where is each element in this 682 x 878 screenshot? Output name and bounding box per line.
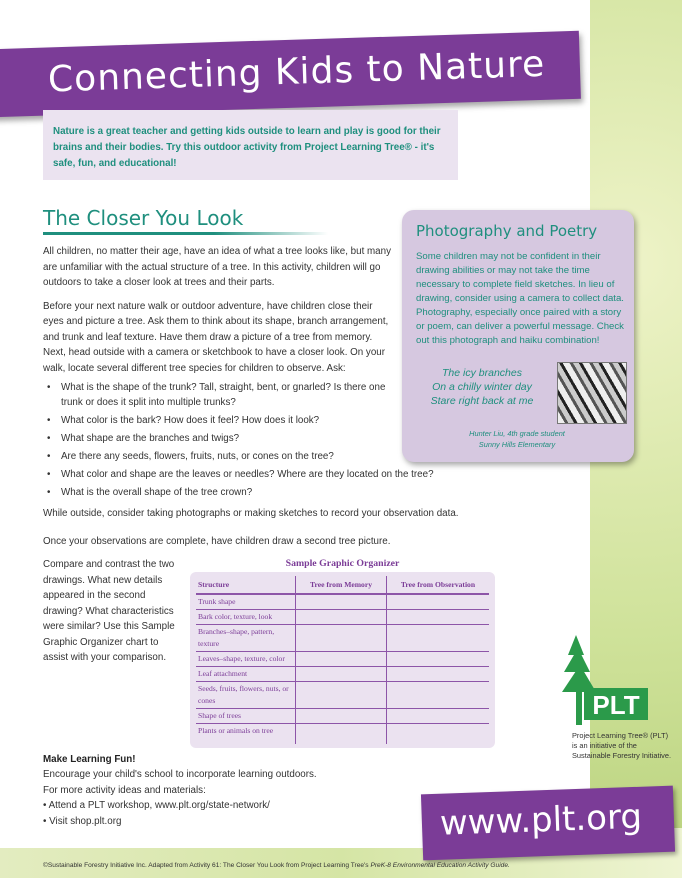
icy-branches-photo (557, 362, 627, 424)
photography-sidebar (402, 210, 634, 462)
haiku-credit (442, 428, 592, 450)
footer-credit (43, 862, 510, 869)
organizer-row (196, 667, 489, 682)
section-title: The Closer You Look (43, 206, 244, 230)
make-learning-fun (43, 752, 413, 830)
blank-cell (386, 610, 489, 625)
credit-line: Hunter Liu, 4th grade student (469, 429, 565, 438)
fun-line: For more activity ideas and materials: (43, 784, 206, 796)
organizer-row (196, 610, 489, 625)
fun-line: Encourage your child's school to incorporate learning outdoors. (43, 769, 317, 780)
plt-logo (556, 630, 656, 730)
intro-box: Nature is a great teacher and getting kids outside to learn and play is good for their brains and their bodies. Try this outdoor activity from Project Learning Tree® - it's safe, fun, and educational! (43, 110, 458, 180)
organizer-title: Sample Graphic Organizer (285, 558, 400, 569)
sidebar-text: Some children may not be confident in their drawing abilities or may not take the time necessary to complete field sketches. In lieu of drawing, consider using a camera to collect data. Photography, especially once paired with a story or poem, can deliver a powerful message. Check out this photograph and haiku combination! (416, 251, 624, 346)
list-item: • What color is the bark? How does it feel? How does it look? (43, 413, 388, 428)
paragraph: Before your next nature walk or outdoor adventure, have children close their eyes and picture a tree. Ask them to think about its shape, branch arrangement, and trunk and leaf texture. Have them draw a picture of a tree from memory. Next, head outside with a camera or sketchbook to have a closer look. On your walk, locate several different tree species for children to observe. Ask: (43, 300, 389, 374)
blank-cell (386, 724, 489, 744)
blank-cell (296, 594, 387, 610)
structure-cell: Plants or animals on tree (198, 726, 274, 735)
sidebar-title: Photography and Poetry (416, 222, 598, 240)
shop-link[interactable]: Visit shop.plt.org (49, 815, 122, 827)
structure-cell: Branches–shape, pattern, texture (196, 625, 296, 652)
footer-guide-title: PreK-8 Environmental Education Activity Guide. (370, 862, 510, 869)
plt-description: Project Learning Tree® (PLT) is an initiative of the Sustainable Forestry Initiative. (572, 731, 671, 760)
blank-cell (296, 610, 387, 625)
list-item: • What is the shape of the trunk? Tall, straight, bent, or gnarled? Is there one trunk or does it split into multiple trunks? (43, 380, 388, 410)
structure-cell: Bark color, texture, look (196, 610, 296, 625)
haiku-line: Stare right back at me (430, 395, 534, 407)
column-header: Tree from Observation (386, 576, 489, 594)
footer-text: ©Sustainable Forestry Initiative Inc. Adapted from Activity 61: The Closer You Look from Project Learning Tree's (43, 862, 371, 869)
column-header: Structure (196, 576, 296, 594)
list-item: • What color and shape are the leaves or needles? Where are they located on the tree? (43, 467, 473, 482)
blank-cell (386, 652, 489, 667)
column-header: Tree from Memory (296, 576, 387, 594)
fun-title: Make Learning Fun! (43, 753, 136, 765)
haiku-line: On a chilly winter day (432, 381, 532, 393)
credit-line: Sunny Hills Elementary (478, 440, 556, 449)
blank-cell (296, 652, 387, 667)
blank-cell (386, 667, 489, 682)
haiku-line: The icy branches (442, 367, 522, 379)
blank-cell (386, 594, 489, 610)
structure-cell: Trunk shape (196, 594, 296, 610)
structure-cell: Leaves–shape, texture, color (196, 652, 296, 667)
blank-cell (386, 709, 489, 724)
list-item: • Are there any seeds, flowers, fruits, nuts, or cones on the tree? (43, 449, 473, 464)
list-item: • What is the overall shape of the tree crown? (43, 485, 473, 500)
structure-cell: Shape of trees (196, 709, 296, 724)
blank-cell (386, 682, 489, 709)
organizer-row (196, 594, 489, 610)
paragraph: While outside, consider taking photographs or making sketches to record your observation data. (43, 508, 459, 519)
graphic-organizer (190, 572, 495, 748)
website-banner[interactable] (421, 786, 675, 861)
organizer-row (196, 682, 489, 709)
website-url[interactable]: www.plt.org (439, 796, 643, 844)
title-underline (43, 232, 328, 235)
blank-cell (296, 709, 387, 724)
blank-cell (296, 625, 387, 652)
paragraph: All children, no matter their age, have an idea of what a tree looks like, but many are unfamiliar with the actual structure of a tree. In this activity, children will go outdoors to take a closer look at trees and their parts. (43, 246, 391, 288)
paragraph: Once your observations are complete, have children draw a second tree picture. (43, 535, 391, 547)
blank-cell (296, 667, 387, 682)
blank-cell (296, 724, 387, 744)
organizer-row (196, 709, 489, 724)
fun-item: • Attend a PLT workshop, www.plt.org/state-network/ (43, 800, 270, 811)
list-item: • What shape are the branches and twigs? (43, 431, 473, 446)
structure-cell: Leaf attachment (196, 667, 296, 682)
paragraph: Compare and contrast the two drawings. What new details appeared in the second drawing? What characteristics were similar? Use this Sample Graphic Organizer chart to assist with your comparison. (43, 559, 175, 663)
haiku (412, 366, 552, 408)
organizer-wrapper (190, 557, 495, 748)
compare-row (43, 557, 493, 748)
structure-cell: Seeds, fruits, flowers, nuts, or cones (196, 682, 296, 709)
workshop-link[interactable]: Attend a PLT workshop, www.plt.org/state-network/ (48, 800, 270, 811)
organizer-row (196, 724, 489, 744)
page-title: Connecting Kids to Nature (47, 43, 546, 101)
organizer-row (196, 652, 489, 667)
blank-cell (386, 625, 489, 652)
fun-item: • Visit shop.plt.org (43, 815, 122, 827)
svg-text:PLT: PLT (592, 690, 640, 720)
blank-cell (296, 682, 387, 709)
organizer-row (196, 625, 489, 652)
